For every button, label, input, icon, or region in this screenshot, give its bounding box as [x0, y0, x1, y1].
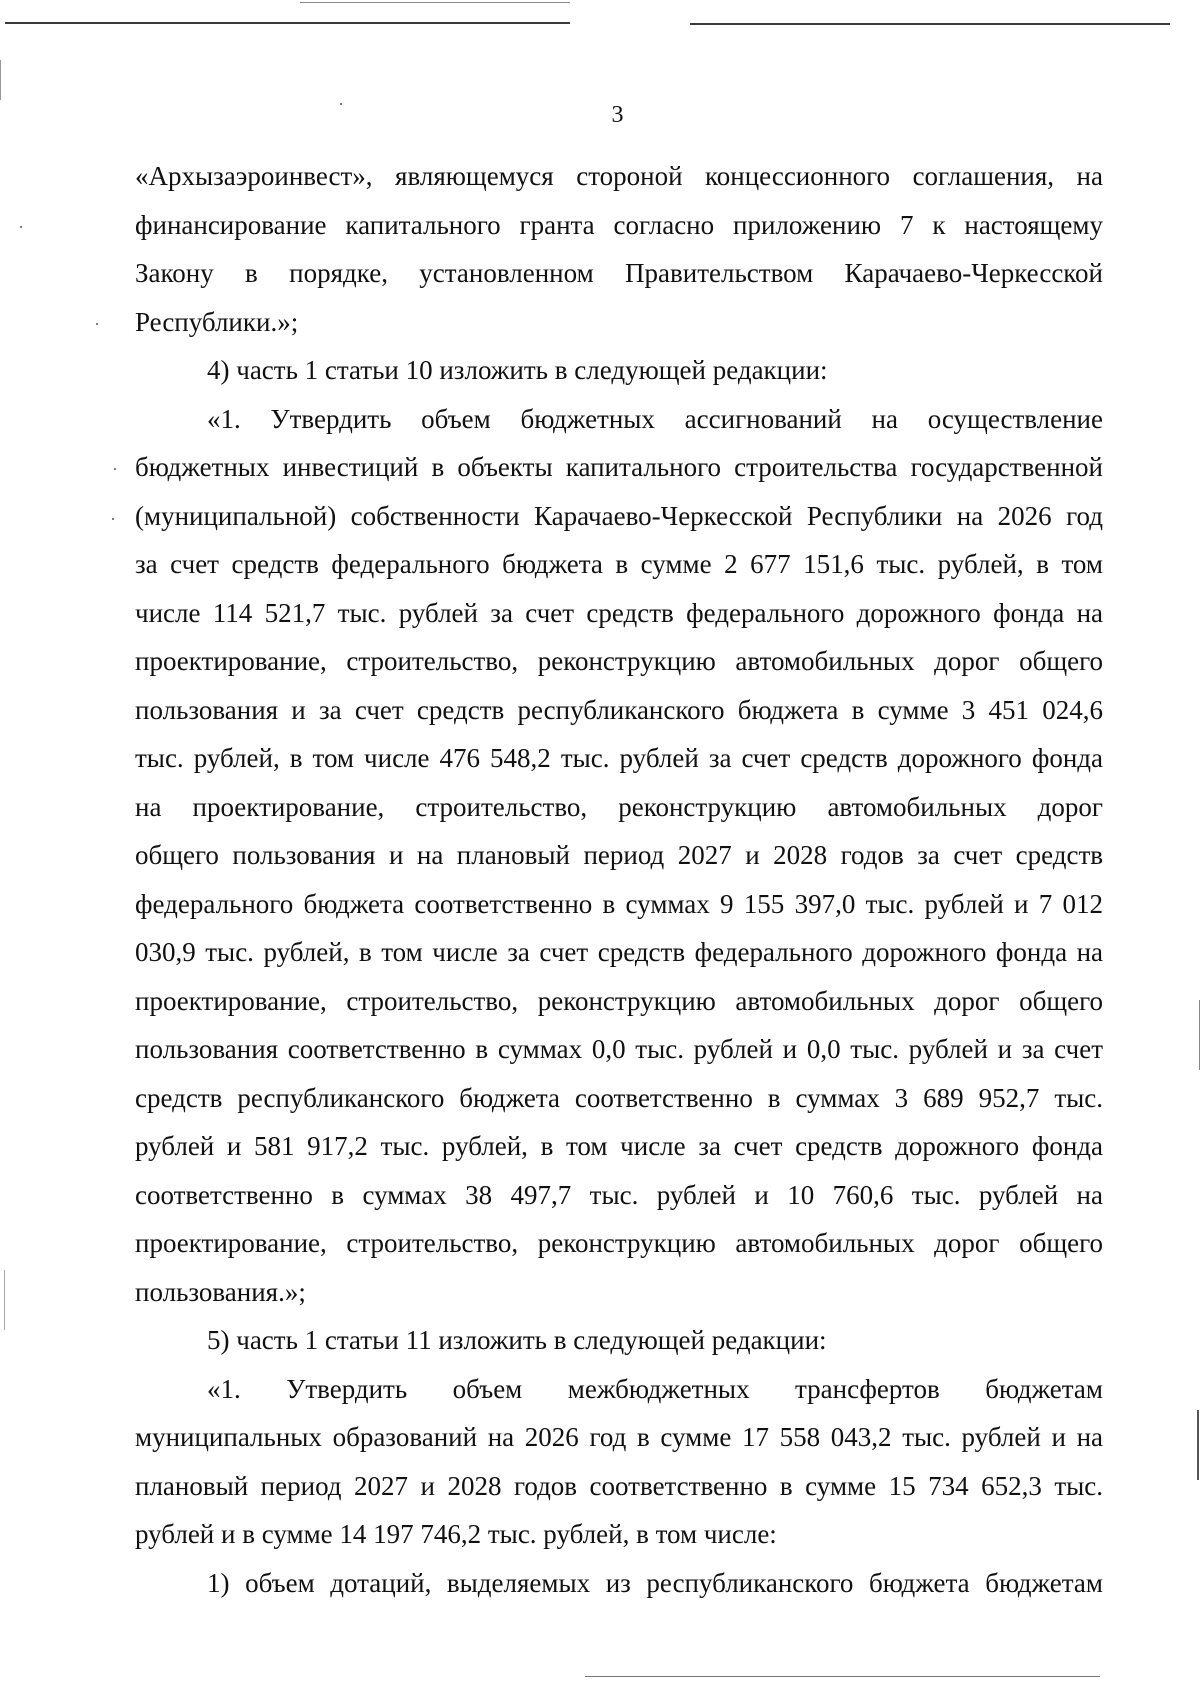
- text-line: «1. Утвердить объем бюджетных ассигнований на осуществление: [207, 403, 1103, 434]
- scan-edge-line-left-lower: [4, 1270, 5, 1330]
- text-line: 5) часть 1 статьи 11 изложить в следующей редакции:: [207, 1325, 827, 1355]
- text-line: Закону в порядке, установленном Правительством Карачаево-Черкесской: [135, 258, 1103, 288]
- text-line: «1. Утвердить объем межбюджетных трансфертов бюджетам: [207, 1373, 1103, 1404]
- text-line: соответственно в суммах 38 497,7 тыс. рублей и 10 760,6 тыс. рублей на: [135, 1179, 1103, 1210]
- text-line: 4) часть 1 статьи 10 изложить в следующей редакции:: [207, 355, 828, 385]
- text-line: проектирование, строительство, реконструкцию автомобильных дорог общего: [135, 1228, 1103, 1258]
- text-line: финансирование капитального гранта согласно приложению 7 к настоящему: [135, 209, 1103, 240]
- scan-edge-line-left: [0, 60, 1, 100]
- text-line: бюджетных инвестиций в объекты капитального строительства государственной: [135, 452, 1103, 482]
- scan-speck: [114, 468, 116, 470]
- text-line: пользования и за счет средств республиканского бюджета в сумме 3 451 024,6: [135, 694, 1103, 725]
- page-number: 3: [611, 102, 624, 128]
- text-line: рублей и 581 917,2 тыс. рублей, в том числе за счет средств дорожного фонда: [135, 1131, 1103, 1161]
- text-line: 1) объем дотаций, выделяемых из республиканского бюджета бюджетам: [207, 1567, 1103, 1598]
- text-line: на проектирование, строительство, реконструкцию автомобильных дорог: [135, 791, 1103, 822]
- text-line: общего пользования и на плановый период 2027 и 2028 годов за счет средств: [135, 840, 1103, 870]
- text-line: муниципальных образований на 2026 год в сумме 17 558 043,2 тыс. рублей и на: [135, 1422, 1103, 1452]
- scan-speck: [20, 226, 22, 228]
- text-line: за счет средств федерального бюджета в сумме 2 677 151,6 тыс. рублей, в том: [135, 549, 1103, 579]
- text-line: проектирование, строительство, реконструкцию автомобильных дорог общего: [135, 985, 1103, 1016]
- text-line: проектирование, строительство, реконструкцию автомобильных дорог общего: [135, 646, 1103, 676]
- scan-edge-line-bottom: [585, 1676, 1100, 1677]
- document-body: [135, 152, 1103, 1607]
- text-line: пользования.»;: [135, 1276, 306, 1307]
- text-line: Республики.»;: [135, 306, 299, 337]
- scan-edge-line-top-right: [690, 23, 1170, 25]
- scan-edge-line-top: [5, 22, 570, 24]
- scan-edge-line-right: [1197, 1410, 1199, 1480]
- text-line: рублей и в сумме 14 197 746,2 тыс. рублей, в том числе:: [135, 1519, 777, 1549]
- scan-speck: [112, 518, 114, 520]
- scan-edge-line-top-faint: [300, 2, 570, 3]
- text-line: числе 114 521,7 тыс. рублей за счет средств федерального дорожного фонда на: [135, 597, 1103, 628]
- text-line: средств республиканского бюджета соответственно в суммах 3 689 952,7 тыс.: [135, 1082, 1103, 1113]
- text-line: 030,9 тыс. рублей, в том числе за счет средств федерального дорожного фонда на: [135, 937, 1103, 967]
- text-line: пользования соответственно в суммах 0,0 тыс. рублей и 0,0 тыс. рублей и за счет: [135, 1034, 1103, 1064]
- text-line: федерального бюджета соответственно в суммах 9 155 397,0 тыс. рублей и 7 012: [135, 888, 1103, 919]
- text-line: (муниципальной) собственности Карачаево-Черкесской Республики на 2026 год: [135, 500, 1103, 531]
- text-line: тыс. рублей, в том числе 476 548,2 тыс. рублей за счет средств дорожного фонда: [135, 743, 1103, 773]
- text-line: плановый период 2027 и 2028 годов соответственно в сумме 15 734 652,3 тыс.: [135, 1470, 1103, 1501]
- scan-speck: [96, 323, 98, 325]
- text-line: «Архызаэроинвест», являющемуся стороной концессионного соглашения, на: [135, 161, 1103, 191]
